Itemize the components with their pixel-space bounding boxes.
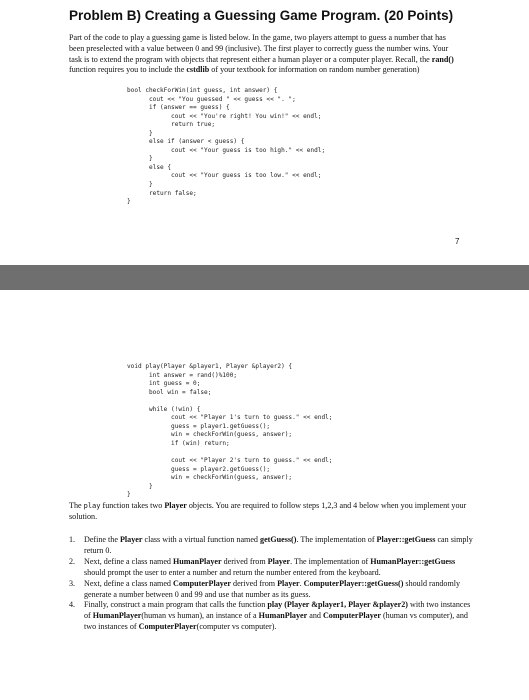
step-keyword: ComputerPlayer <box>138 622 197 632</box>
document-page-1 <box>0 0 529 265</box>
code-line: } <box>127 491 131 499</box>
code-line: if (answer == guess) { <box>127 104 230 112</box>
page-number: 7 <box>455 237 460 246</box>
step-text: (computer vs computer). <box>196 622 277 632</box>
code-line: return true; <box>127 121 216 129</box>
step-keyword: ComputerPlayer <box>173 578 231 588</box>
instruction-step <box>69 557 473 579</box>
step-text: with two instances of <box>84 600 471 621</box>
step-number: 2. <box>69 556 76 566</box>
step-text: . The implementation of <box>296 535 377 544</box>
code-line: guess = player2.getGuess(); <box>127 465 271 473</box>
instruction-step <box>69 600 473 633</box>
cstdlib-keyword: cstdlib <box>186 65 210 75</box>
step-text: can simply return 0. <box>84 535 473 555</box>
document-page-2 <box>0 290 529 700</box>
code-line: } <box>127 181 153 189</box>
step-text: derived from <box>231 578 278 588</box>
step-keyword: HumanPlayer <box>173 556 222 566</box>
step-number: 3. <box>69 578 76 588</box>
code-line: bool checkForWin(int guess, int answer) { <box>127 87 278 94</box>
code-line: } <box>127 155 153 163</box>
code-line: } <box>127 198 131 206</box>
step-keyword: HumanPlayer::getGuess <box>370 556 456 566</box>
code-line: else { <box>127 163 172 171</box>
step-text: class with a virtual function named <box>142 535 261 544</box>
code-line: cout << "You're right! You win!" << endl; <box>127 112 322 120</box>
step-number: 1. <box>69 535 76 544</box>
code-line: int answer = rand()%100; <box>127 371 238 379</box>
play-description-end: objects. You are required to follow steps 1,2,3 and 4 below when you implement your solution. <box>69 501 467 521</box>
code-line: cout << "Your guess is too low." << endl; <box>127 172 322 180</box>
page-separator <box>0 265 529 290</box>
instruction-step <box>69 579 473 601</box>
step-keyword: Player <box>277 578 300 588</box>
step-text: and <box>307 611 323 621</box>
instruction-steps-list <box>69 535 473 633</box>
code-line: cout << "Player 1's turn to guess." << endl; <box>127 414 333 422</box>
step-text: Next, define a class named <box>84 578 173 588</box>
step-text: (human vs computer), and two instances of <box>84 611 468 632</box>
step-text: Next, define a class named <box>84 556 173 566</box>
step-keyword: HumanPlayer <box>92 611 142 621</box>
step-keyword: Player <box>119 535 143 544</box>
play-code-word: play <box>83 502 101 510</box>
code-line: bool win = false; <box>127 388 212 396</box>
step-keyword: ComputerPlayer::getGuess() <box>303 578 404 588</box>
code-line: guess = player1.getGuess(); <box>127 422 271 430</box>
code-line: if (win) return; <box>127 439 230 447</box>
play-function-code-block <box>127 363 332 500</box>
code-line: int guess = 0; <box>127 380 201 388</box>
player-keyword: Player <box>164 501 187 510</box>
step-text: should prompt the user to enter a number and return the number entered from the keyboard. <box>84 567 381 577</box>
step-keyword: HumanPlayer <box>258 611 308 621</box>
code-line: win = checkForWin(guess, answer); <box>127 474 293 482</box>
step-keyword: getGuess() <box>260 535 297 544</box>
code-line: void play(Player &player1, Player &player2) { <box>127 363 293 370</box>
step-text: derived from <box>221 556 268 566</box>
code-line: cout << "You guessed " << guess << ". "; <box>127 95 296 103</box>
code-line: } <box>127 482 153 490</box>
step-keyword: play (Player &player1, Player &player2) <box>267 600 408 610</box>
step-text: (human vs human), an instance of a <box>141 611 259 621</box>
step-text: Define the <box>84 535 120 544</box>
instruction-step <box>69 535 473 557</box>
play-description <box>69 501 469 523</box>
problem-intro: Part of the code to play a guessing game is listed below. In the game, two players attempt to guess a number that has been preselected with a value between 0 and 99 (inclusive). The first player to correctly guess the number wins. Your task is to extend the program with objects that represent either a human player or a computer player. Recall, the rand() function requires you to include the cstdlib of your textbook for information on random number generation) <box>69 33 454 75</box>
code-line: cout << "Player 2's turn to guess." << endl; <box>127 457 333 465</box>
code-line: win = checkForWin(guess, answer); <box>127 431 293 439</box>
code-line: while (!win) { <box>127 405 201 413</box>
code-line: return false; <box>127 189 197 197</box>
step-text: . The implementation of <box>290 556 371 566</box>
problem-title: Problem B) Creating a Guessing Game Program. (20 Points) <box>69 8 454 23</box>
rand-keyword: rand() <box>431 54 454 64</box>
code-line: } <box>127 129 153 137</box>
step-keyword: Player::getGuess <box>376 535 436 544</box>
code-line: cout << "Your guess is too high." << endl; <box>127 146 326 154</box>
step-text: Finally, construct a main program that calls the function <box>84 600 268 610</box>
step-text: . <box>299 578 304 588</box>
play-description-text: The <box>69 501 82 510</box>
step-keyword: Player <box>267 556 291 566</box>
step-keyword: ComputerPlayer <box>322 611 381 621</box>
check-for-win-code-block <box>127 87 325 207</box>
code-line: else if (answer < guess) { <box>127 138 245 146</box>
step-text: should randomly generate a number between 0 and 99 and use that number as its guess. <box>84 578 461 599</box>
step-number: 4. <box>69 600 76 610</box>
play-description-mid: function takes two <box>102 501 163 510</box>
